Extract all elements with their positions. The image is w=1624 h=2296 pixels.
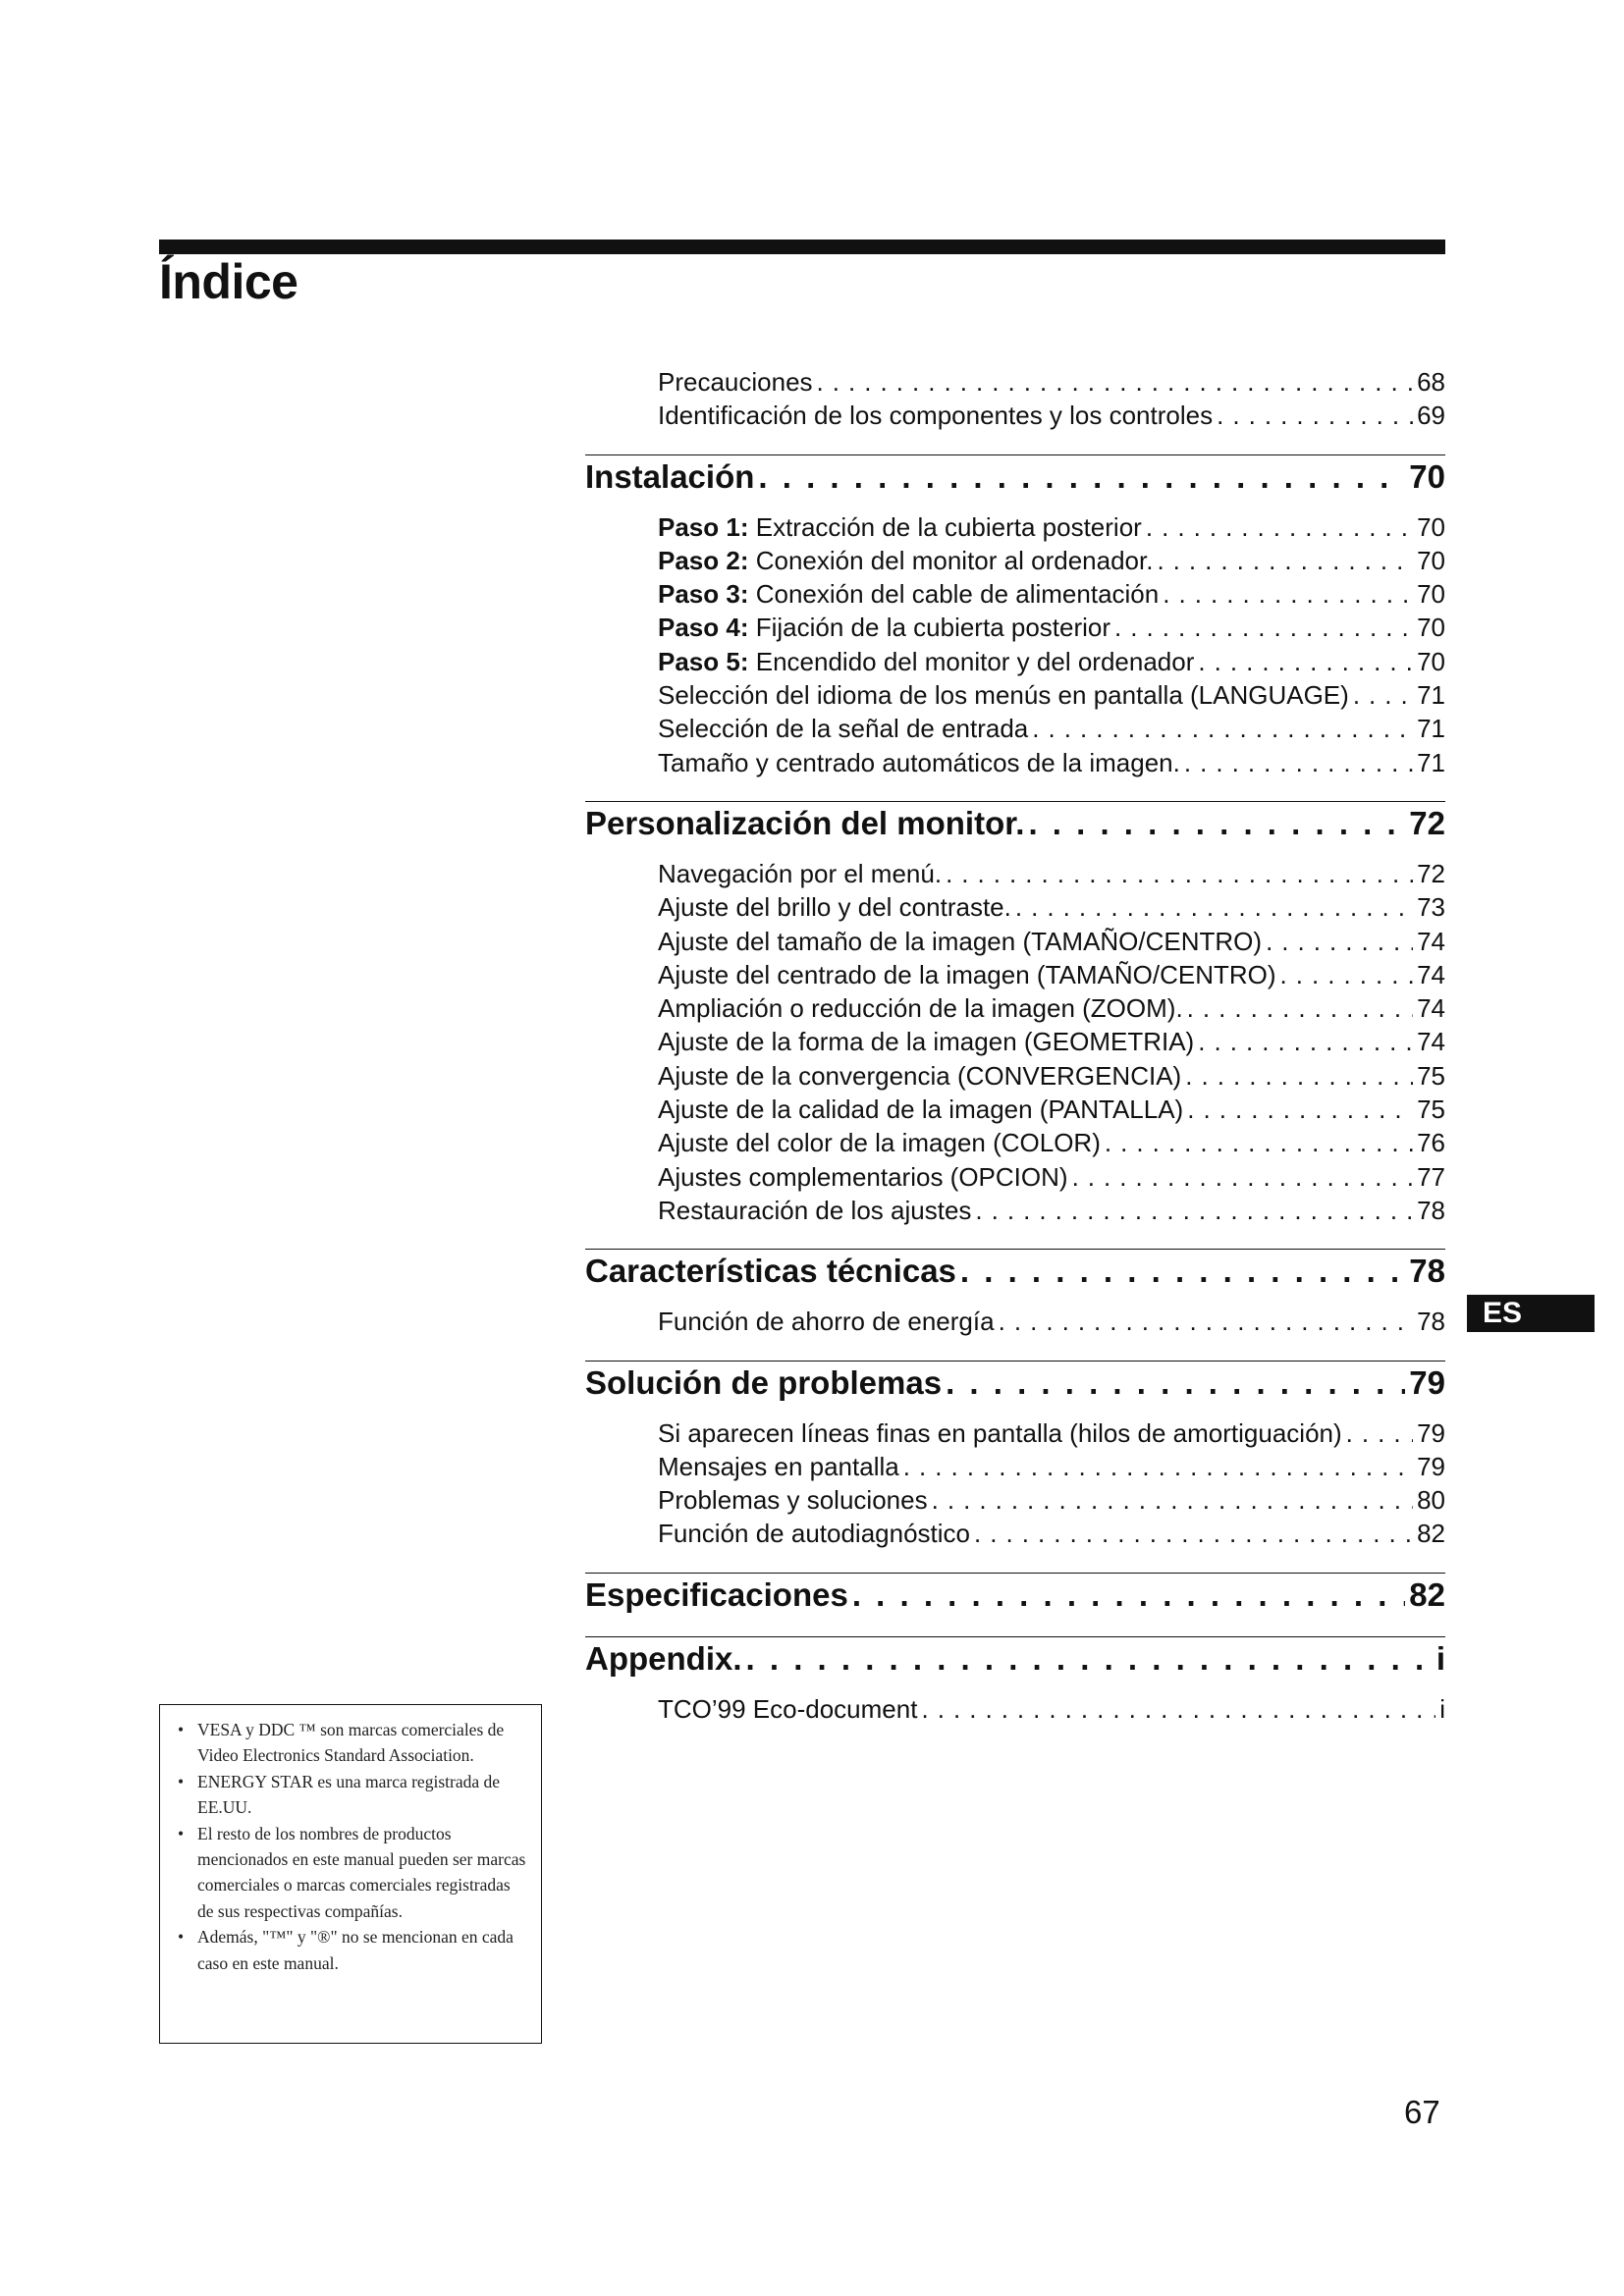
section-title: Especificaciones	[585, 1575, 848, 1613]
entry-page: i	[1439, 1693, 1445, 1724]
toc-entry[interactable]	[658, 1194, 1445, 1227]
entry-page: 79	[1417, 1417, 1445, 1448]
dot-leader	[974, 1517, 1413, 1550]
entry-prefix: Paso 1:	[658, 511, 749, 542]
dot-leader	[746, 1637, 1433, 1681]
entry-page: 74	[1417, 959, 1445, 989]
entry-page: 76	[1417, 1128, 1445, 1158]
section-appendix	[585, 1636, 1445, 1726]
entry-text: Ajuste de la forma de la imagen (GEOMETRIA)	[658, 1027, 1195, 1057]
trademark-notes	[159, 1704, 542, 2044]
entry-text: Conexión del cable de alimentación	[755, 579, 1160, 610]
toc-entry[interactable]	[658, 890, 1445, 924]
page-number: 67	[1404, 2094, 1440, 2130]
entry-text: Ajuste del tamaño de la imagen (TAMAÑO/CENTRO)	[658, 926, 1263, 956]
entry-text: TCO’99 Eco-document	[658, 1693, 918, 1724]
entry-text: Si aparecen líneas finas en pantalla (hilos de amortiguación)	[658, 1417, 1342, 1448]
section-page: 82	[1409, 1575, 1445, 1613]
dot-leader	[932, 1483, 1414, 1517]
intro-entries	[585, 365, 1445, 433]
dot-leader	[1198, 645, 1413, 678]
section-caracteristicas	[585, 1249, 1445, 1338]
section-heading[interactable]	[585, 1573, 1445, 1617]
entry-page: 77	[1417, 1161, 1445, 1192]
entry-text: Función de autodiagnóstico	[658, 1519, 971, 1549]
toc-entry[interactable]	[658, 857, 1445, 890]
section-solucion	[585, 1361, 1445, 1551]
entry-page: 70	[1417, 545, 1445, 575]
toc-entry[interactable]	[658, 1692, 1445, 1726]
toc-entry[interactable]	[658, 925, 1445, 958]
toc-entry[interactable]	[658, 1416, 1445, 1450]
toc-entry[interactable]	[658, 1093, 1445, 1126]
entry-text: Precauciones	[658, 367, 813, 397]
dot-leader	[852, 1574, 1405, 1617]
dot-leader	[903, 1450, 1413, 1483]
section-page: 79	[1409, 1363, 1445, 1401]
entry-page: 68	[1417, 367, 1445, 397]
entry-text: Navegación por el menú.	[658, 858, 943, 888]
dot-leader	[1266, 925, 1413, 958]
dot-leader	[1163, 577, 1413, 611]
entry-text: Fijación de la cubierta posterior	[755, 613, 1111, 643]
toc-entry[interactable]	[658, 1126, 1445, 1159]
dot-leader	[1105, 1126, 1413, 1159]
entry-text: Restauración de los ajustes	[658, 1195, 972, 1225]
entry-page: 78	[1417, 1195, 1445, 1225]
section-heading[interactable]	[585, 1249, 1445, 1293]
section-page: 78	[1409, 1253, 1445, 1290]
section-personalizacion	[585, 801, 1445, 1227]
entry-page: 75	[1417, 1095, 1445, 1125]
entry-text: Ajuste de la convergencia (CONVERGENCIA)	[658, 1060, 1182, 1091]
dot-leader	[1072, 1160, 1414, 1194]
entry-page: 70	[1417, 579, 1445, 610]
entry-page: 80	[1417, 1485, 1445, 1516]
toc-entry[interactable]	[658, 399, 1445, 432]
dot-leader	[1187, 991, 1413, 1025]
entry-page: 74	[1417, 926, 1445, 956]
toc-entry[interactable]	[658, 678, 1445, 712]
entry-text: Problemas y soluciones	[658, 1485, 928, 1516]
entry-page: 70	[1417, 646, 1445, 676]
section-title: Solución de problemas	[585, 1363, 943, 1401]
entry-page: 70	[1417, 613, 1445, 643]
note-item: • El resto de los nombres de productos mencionados en este manual pueden ser marcas comerciales o marcas comerciales registradas de sus respectivas compañías.	[172, 1821, 527, 1925]
entry-prefix: Paso 2:	[658, 545, 749, 575]
entry-text: Ajuste del color de la imagen (COLOR)	[658, 1128, 1101, 1158]
entry-text: Función de ahorro de energía	[658, 1307, 995, 1337]
entry-page: 72	[1417, 858, 1445, 888]
toc-entry[interactable]	[658, 1025, 1445, 1058]
toc-entry[interactable]	[658, 510, 1445, 544]
toc-entry[interactable]	[658, 1483, 1445, 1517]
dot-leader	[999, 1305, 1414, 1338]
section-title: Características técnicas	[585, 1253, 956, 1290]
dot-leader	[1185, 1059, 1413, 1093]
section-especificaciones	[585, 1573, 1445, 1617]
entry-page: 74	[1417, 1027, 1445, 1057]
entry-text: Ajustes complementarios (OPCION)	[658, 1161, 1068, 1192]
section-title: Personalización del monitor.	[585, 804, 1025, 841]
entry-text: Ajuste de la calidad de la imagen (PANTALLA)	[658, 1095, 1184, 1125]
note-item: • Además, "™" y "®" no se mencionan en cada caso en este manual.	[172, 1924, 527, 1976]
entry-page: 73	[1417, 892, 1445, 923]
entry-text: Ajuste del centrado de la imagen (TAMAÑO/CENTRO)	[658, 959, 1276, 989]
section-instalacion	[585, 454, 1445, 779]
dot-leader	[758, 455, 1405, 499]
dot-leader	[946, 1362, 1405, 1405]
dot-leader	[1217, 399, 1413, 432]
note-item: • VESA y DDC ™ son marcas comerciales de Video Electronics Standard Association.	[172, 1717, 527, 1769]
dot-leader	[1187, 1093, 1413, 1126]
title-rule	[159, 240, 1445, 254]
entry-text: Ajuste del brillo y del contraste.	[658, 892, 1011, 923]
entry-page: 78	[1417, 1307, 1445, 1337]
toc-entry[interactable]	[658, 1517, 1445, 1550]
section-heading[interactable]	[585, 801, 1445, 845]
dot-leader	[1353, 678, 1413, 712]
language-tab: ES	[1467, 1295, 1595, 1332]
toc-entry[interactable]	[658, 991, 1445, 1025]
toc-entry[interactable]	[658, 577, 1445, 611]
dot-leader	[1198, 1025, 1413, 1058]
entry-page: 70	[1417, 511, 1445, 542]
entry-page: 79	[1417, 1451, 1445, 1481]
entry-text: Selección del idioma de los menús en pantalla (LANGUAGE)	[658, 680, 1349, 711]
dot-leader	[960, 1250, 1405, 1293]
section-page: i	[1435, 1639, 1445, 1677]
dot-leader	[1146, 510, 1413, 544]
dot-leader	[1114, 611, 1413, 644]
dot-leader	[946, 857, 1413, 890]
dot-leader	[1015, 890, 1413, 924]
page-title: Índice	[159, 254, 298, 309]
entry-text: Extracción de la cubierta posterior	[755, 511, 1142, 542]
dot-leader	[1032, 712, 1413, 745]
toc-entry[interactable]	[658, 958, 1445, 991]
entry-text: Selección de la señal de entrada	[658, 714, 1029, 744]
dot-leader	[1346, 1416, 1413, 1450]
entry-page: 74	[1417, 993, 1445, 1024]
toc-entry[interactable]	[658, 544, 1445, 577]
section-page: 70	[1409, 457, 1445, 495]
entry-prefix: Paso 5:	[658, 646, 749, 676]
dot-leader	[817, 365, 1414, 399]
toc-entry[interactable]	[658, 645, 1445, 678]
section-heading[interactable]	[585, 1361, 1445, 1405]
toc-entry[interactable]	[658, 712, 1445, 745]
toc-entry[interactable]	[658, 611, 1445, 644]
dot-leader	[1028, 802, 1405, 845]
toc-entry[interactable]	[658, 1160, 1445, 1194]
entry-text: Identificación de los componentes y los controles	[658, 400, 1214, 431]
toc-entry[interactable]	[658, 1059, 1445, 1093]
entry-text: Encendido del monitor y del ordenador	[755, 646, 1195, 676]
section-heading[interactable]	[585, 1636, 1445, 1681]
dot-leader	[1157, 544, 1413, 577]
section-title: Appendix.	[585, 1639, 742, 1677]
section-heading[interactable]	[585, 454, 1445, 499]
entry-page: 82	[1417, 1519, 1445, 1549]
entry-page: 71	[1417, 747, 1445, 777]
toc-entry[interactable]	[658, 746, 1445, 779]
table-of-contents	[585, 365, 1445, 1726]
entry-page: 71	[1417, 714, 1445, 744]
dot-leader	[1184, 746, 1413, 779]
entry-page: 75	[1417, 1060, 1445, 1091]
dot-leader	[921, 1692, 1435, 1726]
entry-page: 71	[1417, 680, 1445, 711]
toc-entry[interactable]	[658, 1450, 1445, 1483]
dot-leader	[1280, 958, 1414, 991]
entry-prefix: Paso 4:	[658, 613, 749, 643]
entry-page: 69	[1417, 400, 1445, 431]
entry-text: Conexión del monitor al ordenador.	[755, 545, 1154, 575]
note-item: • ENERGY STAR es una marca registrada de EE.UU.	[172, 1769, 527, 1821]
entry-text: Ampliación o reducción de la imagen (ZOOM).	[658, 993, 1183, 1024]
entry-text: Mensajes en pantalla	[658, 1451, 899, 1481]
section-title: Instalación	[585, 457, 755, 495]
section-page: 72	[1409, 804, 1445, 841]
entry-prefix: Paso 3:	[658, 579, 749, 610]
toc-entry[interactable]	[658, 365, 1445, 399]
entry-text: Tamaño y centrado automáticos de la imagen.	[658, 747, 1180, 777]
dot-leader	[975, 1194, 1413, 1227]
toc-entry[interactable]	[658, 1305, 1445, 1338]
